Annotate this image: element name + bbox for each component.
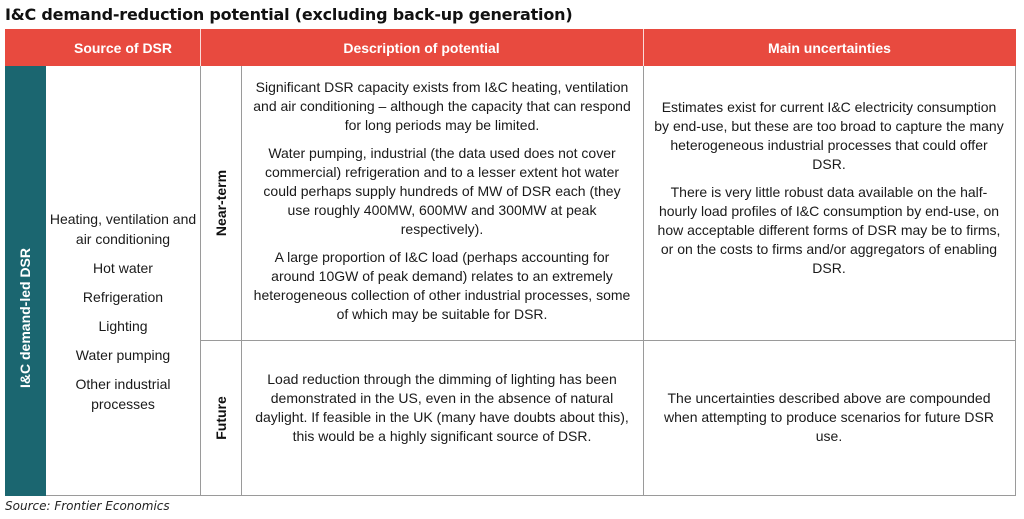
- header-divider: [643, 29, 644, 66]
- future-uncertainty-paragraph: The uncertainties described above are compounded when attempting to produce scenarios for future DSR use.: [664, 390, 994, 444]
- category-band: [5, 66, 46, 496]
- table-title: I&C demand-reduction potential (excluding back-up generation): [5, 5, 573, 24]
- source-item: Refrigeration: [82, 289, 164, 305]
- grid-line: [241, 66, 242, 496]
- future-uncertainties-cell: [653, 389, 1005, 446]
- source-item: Lighting: [98, 318, 148, 334]
- source-item: Water pumping: [75, 347, 171, 363]
- near-term-label: Near-term: [212, 169, 229, 237]
- source-column: [46, 66, 200, 496]
- dsr-table: [5, 29, 1016, 496]
- category-band-label: I&C demand-led DSR: [17, 247, 33, 389]
- source-footnote: Source: Frontier Economics: [5, 499, 170, 513]
- near-term-description-paragraph: Significant DSR capacity exists from I&C heating, ventilation and air conditioning – although the capacity that can respond for long periods may be limited.: [253, 79, 631, 133]
- header-blank-cell: [5, 29, 46, 66]
- source-list: [46, 209, 200, 423]
- source-item: Hot water: [93, 260, 153, 276]
- future-description-cell: [252, 370, 632, 446]
- grid-line: [200, 340, 1016, 341]
- future-period-cell: [200, 340, 241, 495]
- grid-line: [46, 495, 1016, 496]
- future-description-paragraph: Load reduction through the dimming of lighting has been demonstrated in the US, even in the absence of natural daylight. If feasible in the UK (many have doubts about this), this would be a highly significant source of DSR.: [255, 371, 629, 444]
- future-label: Future: [212, 395, 229, 440]
- near-term-period-cell: [200, 66, 241, 340]
- header-divider: [200, 29, 201, 66]
- header-uncertainties: Main uncertainties: [643, 29, 1016, 66]
- grid-line: [1015, 66, 1016, 496]
- grid-line: [643, 66, 644, 496]
- near-term-uncertainty-paragraph: Estimates exist for current I&C electricity consumption by end-use, but these are too broad to capture the many heterogeneous industrial processes that could offer DSR.: [654, 99, 1004, 172]
- header-description: Description of potential: [200, 29, 643, 66]
- near-term-description-paragraph: A large proportion of I&C load (perhaps accounting for around 10GW of peak demand) relates to an extremely heterogeneous collection of other industrial processes, some of which may be suitable for DSR.: [253, 249, 631, 322]
- near-term-description-paragraph: Water pumping, industrial (the data used does not cover commercial) refrigeration and to a lesser extent hot water could perhaps supply hundreds of MW of DSR each (they use roughly 400MW, 600MW and 300MW at peak respectively).: [263, 145, 621, 237]
- header-source: Source of DSR: [46, 29, 200, 66]
- source-item: Heating, ventilation and air conditioning: [49, 211, 197, 247]
- near-term-uncertainty-paragraph: There is very little robust data available on the half-hourly load profiles of I&C consumption by end-use, on how acceptable different forms of DSR may be to firms, or on the costs to firms and/or aggregators of enabling DSR.: [657, 184, 1001, 276]
- source-item: Other industrial processes: [75, 376, 171, 412]
- near-term-uncertainties-cell: [653, 98, 1005, 278]
- near-term-description-cell: [252, 78, 632, 324]
